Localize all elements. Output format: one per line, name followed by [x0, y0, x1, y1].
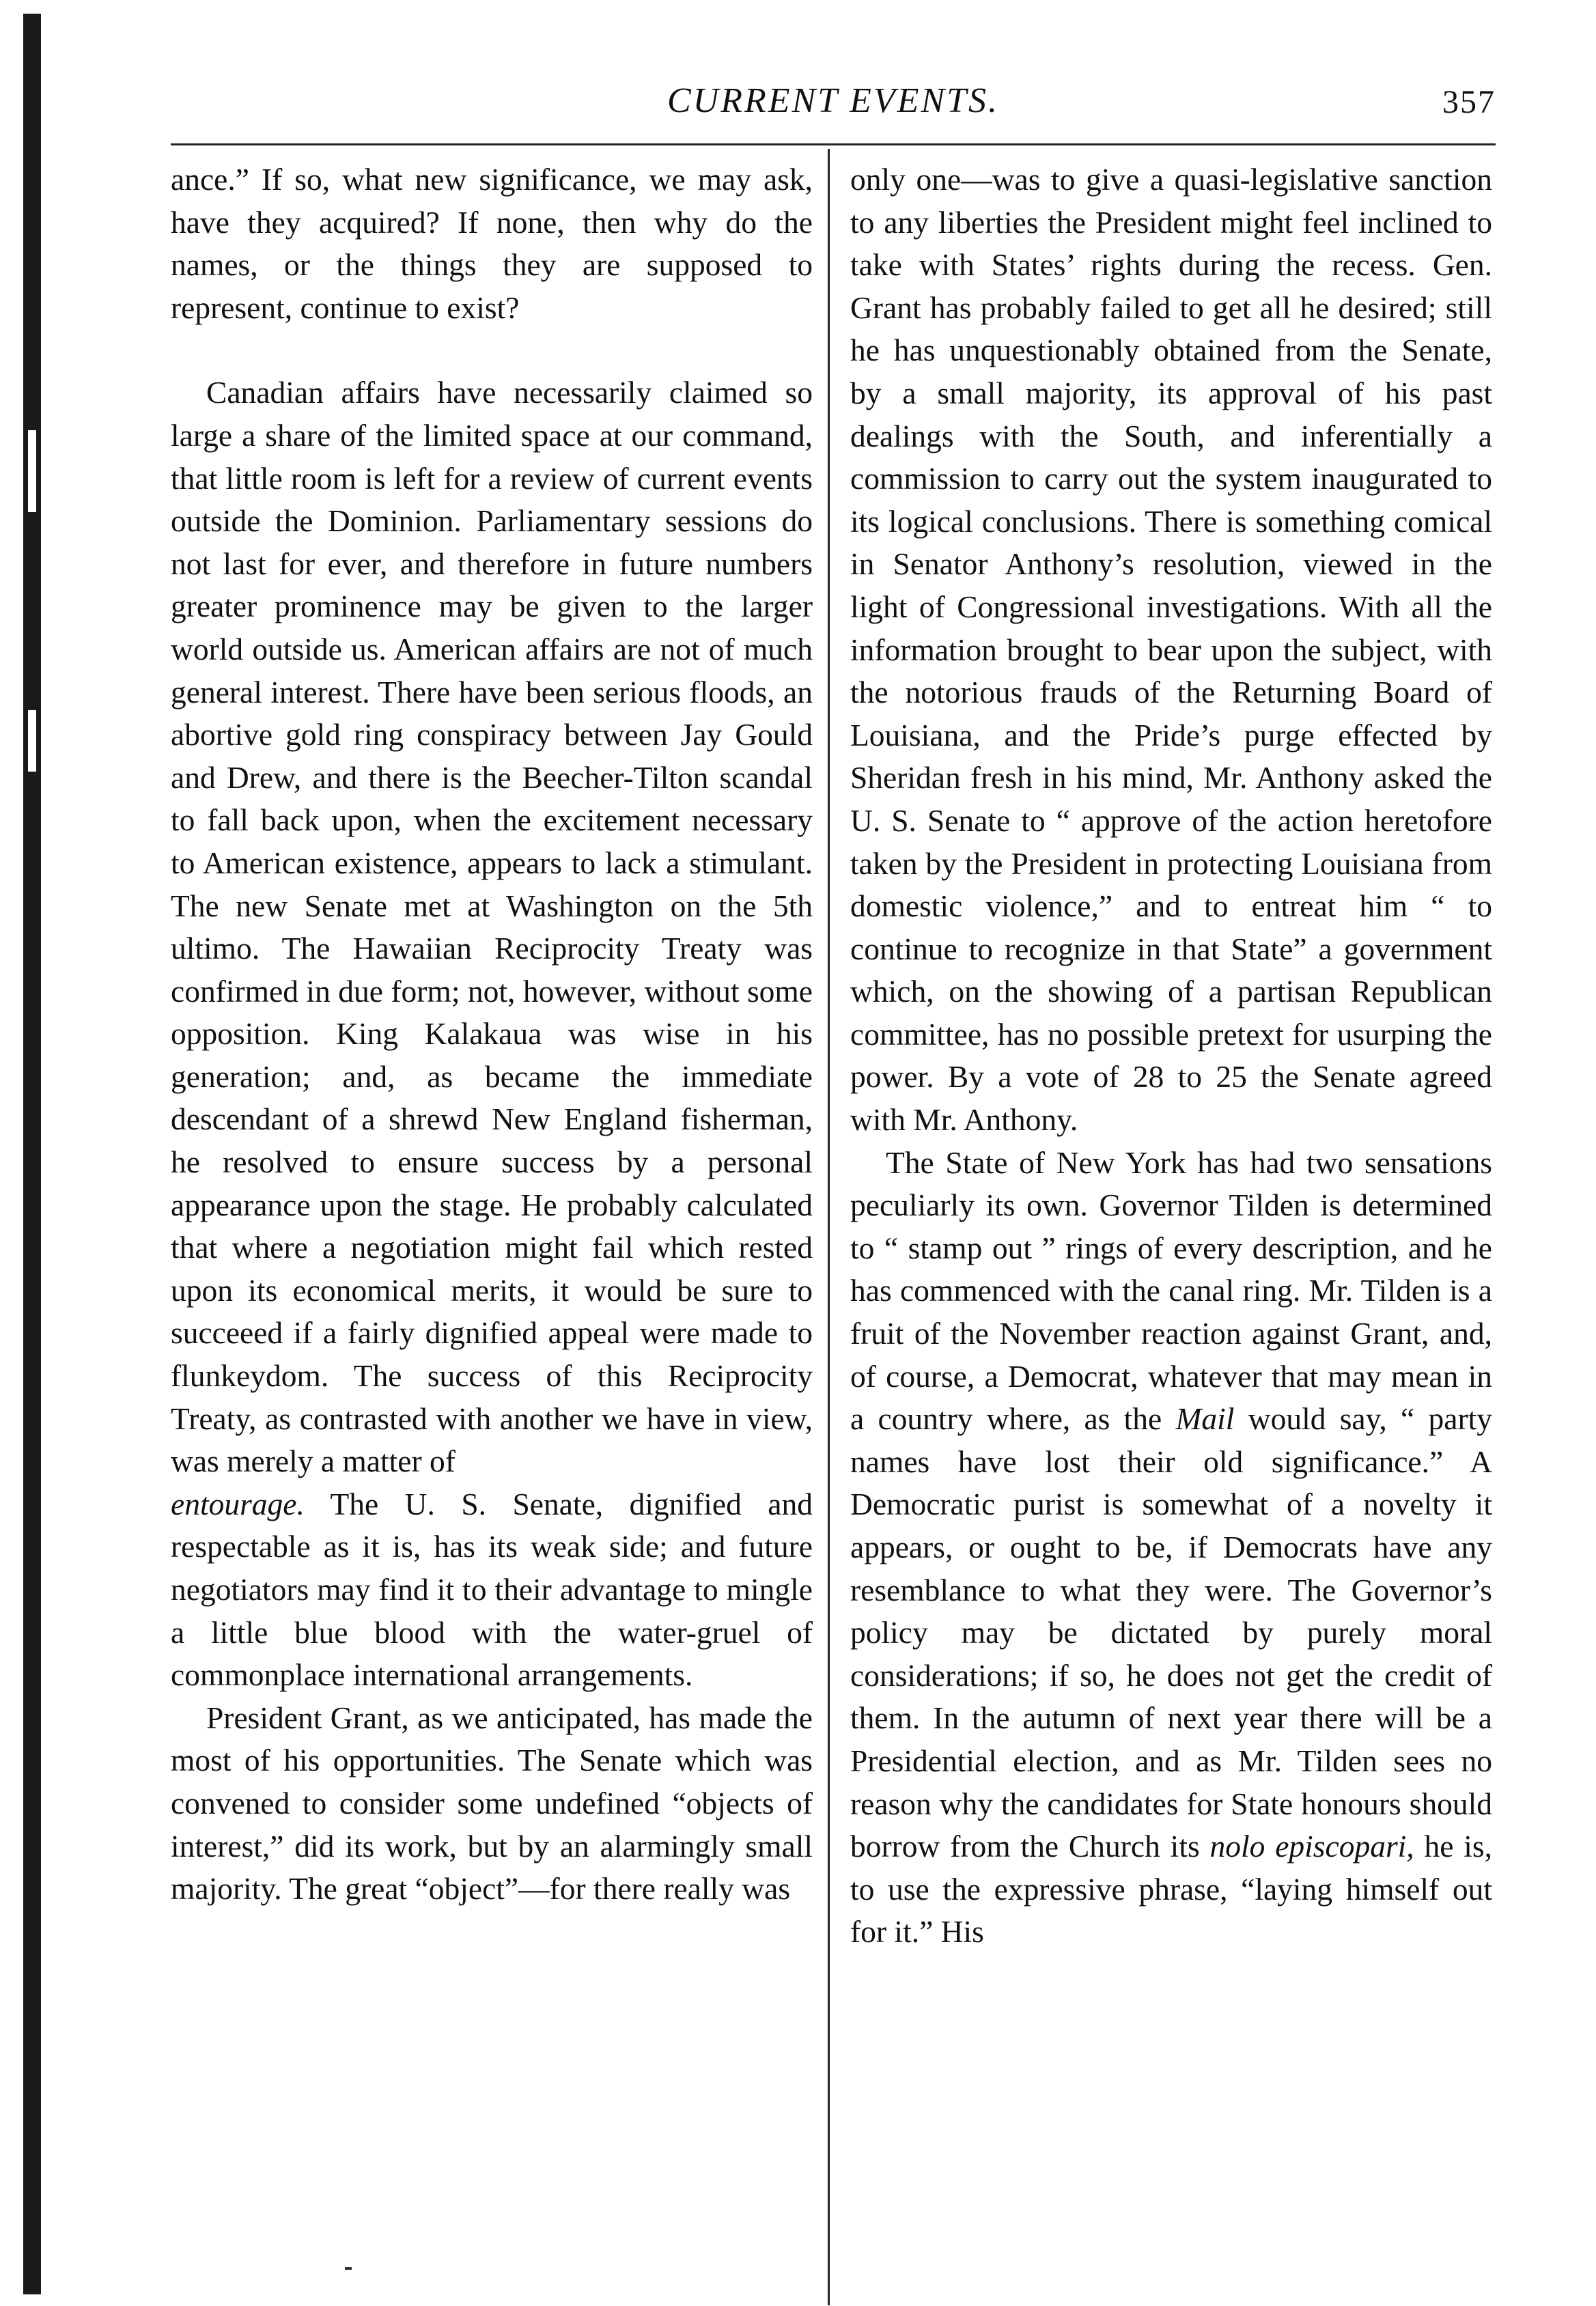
column-divider: [828, 149, 830, 2305]
paragraph: only one—was to give a quasi-legislative sanction to any liberties the President might feel inclined to take with States’ rights during the recess. Gen. Grant has probably failed to get all he desired; still he has unquestionably obtained from the Senate, by a small majority, its approval of his past dealings with the South, and inferentially a commission to carry out the system inaugurated to its logical conclusions. There is something comical in Senator Anthony’s resolution, viewed in the light of Congressional investigations. With all the information brought to bear upon the subject, with the notorious frauds of the Returning Board of Louisiana, and the Pride’s purge effected by Sheridan fresh in his mind, Mr. Anthony asked the U. S. Senate to “ approve of the action heretofore taken by the President in protecting Louisiana from domestic violence,” and to entreat him “ to continue to recognize in that State” a government which, on the showing of a partisan Republican committee, has no possible pretext for usurping the power. By a vote of 28 to 25 the Senate agreed with Mr. Anthony.: [850, 162, 1492, 1138]
italic-term: nolo episcopari,: [1209, 1829, 1414, 1864]
paragraph-text: The State of New York has had two sensations peculiarly its own. Governor Tilden is determined to “ stamp out ” rings of every description, and he has commenced with the canal ring. Mr. Tilden is a fruit of the November reaction against Grant, and, of course, a Democrat, whatever that may mean in a country where, as the: [850, 1144, 1492, 1437]
footer-mark: [345, 2267, 352, 2270]
paragraph: ance.” If so, what new significance, we may ask, have they acquired? If none, then why do the names, or the things they are supposed to represent, continue to exist?: [171, 162, 813, 325]
binding-gap: [28, 430, 36, 512]
paragraph-continuation: he is, to use the expressive phrase, “laying himself out for it.” His: [850, 1829, 1493, 1950]
paragraph-continuation: The U. S. Senate, dignified and respectable as it is, has its weak side; and future negotiators may find it to their advantage to mingle a little blue blood with the water-gruel of commonplace international arrangements.: [171, 1486, 813, 1693]
italic-term: entourage.: [171, 1486, 305, 1521]
page-number: 357: [1442, 84, 1496, 120]
paragraph: Canadian affairs have necessarily claimed so large a share of the limited space at our command, that little room is left for a review of current events outside the Dominion. Parliamentary sessions do not last for ever, and therefore in future numbers greater prominence may be given to the larger world outside us. American affairs are not of much general interest. There have been serious floods, an abortive gold ring conspiracy between Jay Gould and Drew, and there is the Beecher-Tilton scandal to fall back upon, when the excitement necessary to American existence, appears to lack a stimulant. The new Senate met at Washington on the 5th ultimo. The Hawaiian Reciprocity Treaty was confirmed in due form; not, however, without some opposition. King Kalakaua was wise in his generation; and, as became the immediate descendant of a shrewd New England fisherman, he resolved to ensure success by a personal appearance upon the stage. He probably calculated that where a negotiation might fail which rested upon its economical merits, it would be sure to succeeed if a fairly dignified appeal were made to flunkeydom. The success of this Reciprocity Treaty, as contrasted with another we have in view, was merely a matter of: [171, 375, 813, 1479]
left-column: [171, 158, 813, 1911]
paragraph: President Grant, as we anticipated, has made the most of his opportunities. The Senate which was convened to consider some undefined “objects of interest,” did its work, but by an alarmingly small majority. The great “object”—for there really was: [171, 1700, 813, 1907]
header-rule: [171, 143, 1496, 145]
right-column: [850, 158, 1492, 1954]
page-header: [171, 81, 1496, 135]
paragraph-continuation: would say, “ party names have lost their old significance.” A Democratic purist is somewhat of a novelty it appears, or ought to be, if Democrats have any resemblance to what they were. The Governor’s policy may be dictated by purely moral considerations; if so, he does not get the credit of them. In the autumn of next year there will be a Presidential election, and as Mr. Tilden sees no reason why the candidates for State honours should borrow from the Church its: [850, 1401, 1493, 1864]
page-binding-edge: [23, 14, 41, 2294]
running-title: CURRENT EVENTS.: [667, 81, 1000, 120]
paragraph: [171, 1483, 813, 1697]
italic-term: Mail: [1175, 1401, 1235, 1437]
binding-gap: [28, 710, 36, 772]
paragraph: [850, 1142, 1492, 1954]
